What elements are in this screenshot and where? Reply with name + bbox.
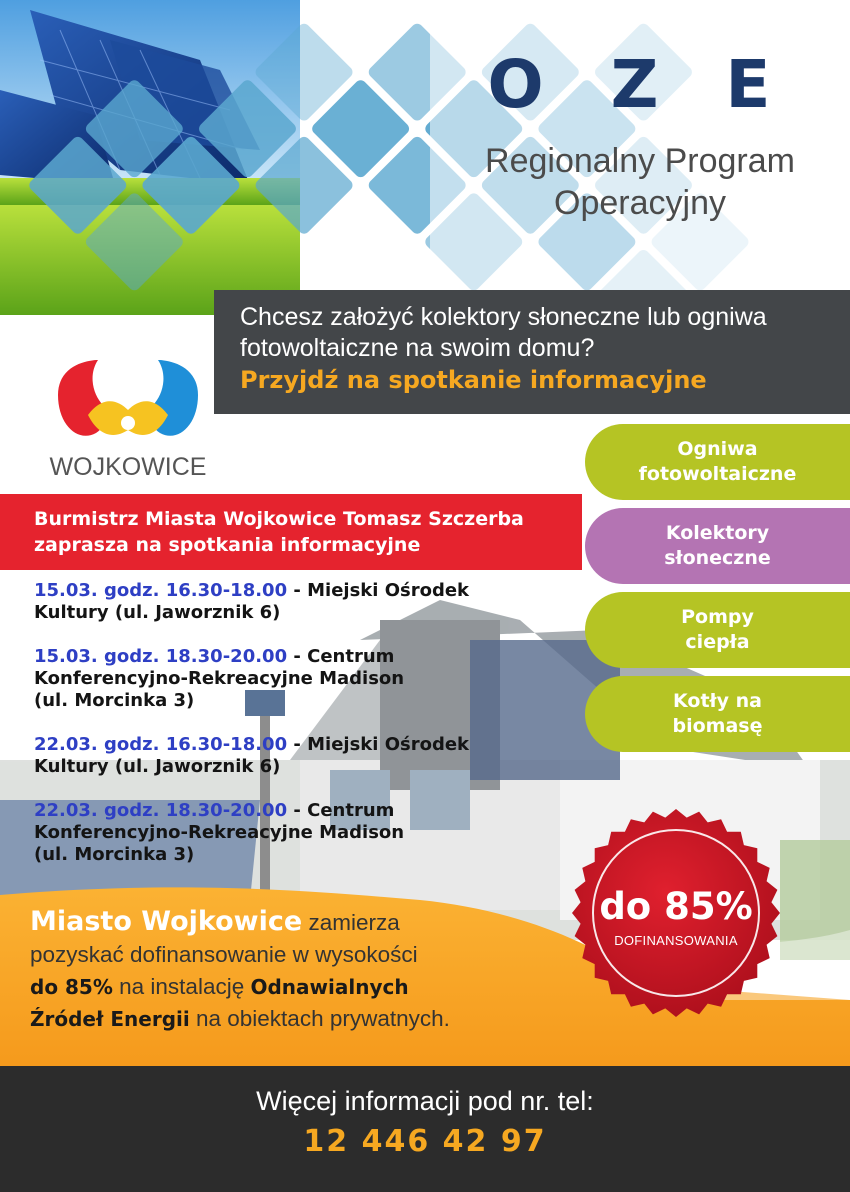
invitation-line: Burmistrz Miasta Wojkowice Tomasz Szczerba	[34, 508, 524, 530]
info-text: na obiektach prywatnych.	[189, 1006, 450, 1031]
pill-biomass-boilers	[585, 676, 850, 752]
logo-name: WOJKOWICE	[49, 453, 207, 481]
invitation-line: zaprasza na spotkania informacyjne	[34, 534, 421, 556]
meeting-place-line: (ul. Morcinka 3)	[34, 690, 195, 711]
info-percent: do 85%	[30, 975, 113, 999]
badge-caption: DOFINANSOWANIA	[614, 933, 738, 948]
meetings-list	[34, 580, 594, 888]
funding-info	[30, 906, 550, 1035]
pill-photovoltaic	[585, 424, 850, 500]
program-title: O Z E	[487, 46, 793, 123]
contact-label: Więcej informacji pod nr. tel:	[256, 1086, 594, 1116]
meeting-item	[34, 800, 594, 866]
meeting-datetime: 15.03. godz. 16.30-18.00	[34, 580, 288, 601]
pill-label: Kotły na	[673, 690, 762, 712]
meeting-datetime: 22.03. godz. 18.30-20.00	[34, 800, 288, 821]
phone-number[interactable]: 12 446 42 97	[303, 1124, 547, 1159]
wojkowice-logo-icon	[48, 355, 208, 455]
pill-solar-collectors	[585, 508, 850, 584]
meeting-datetime: 22.03. godz. 16.30-18.00	[34, 734, 288, 755]
meeting-place-line: Kultury (ul. Jaworznik 6)	[34, 756, 281, 777]
meeting-place: - Centrum	[287, 800, 395, 821]
pill-label: Kolektory	[665, 522, 770, 544]
meeting-item	[34, 734, 594, 778]
pill-label: biomasę	[672, 715, 763, 737]
question-text: Chcesz założyć kolektory słoneczne lub ogniwa fotowoltaiczne na swoim domu?	[240, 303, 767, 362]
info-text: pozyskać dofinansowanie w wysokości	[30, 942, 418, 967]
meeting-place: - Miejski Ośrodek	[287, 734, 470, 755]
info-text: na instalację	[112, 974, 251, 999]
meeting-item	[34, 580, 594, 624]
pill-label: ciepła	[685, 631, 750, 653]
info-oze: Źródeł Energii	[30, 1007, 190, 1031]
badge-value: do 85%	[599, 885, 753, 928]
subtitle-line: Regionalny Program	[485, 142, 795, 180]
pill-heat-pumps	[585, 592, 850, 668]
meeting-place-line: Kultury (ul. Jaworznik 6)	[34, 602, 281, 623]
pill-label: słoneczne	[664, 547, 771, 569]
meeting-datetime: 15.03. godz. 18.30-20.00	[34, 646, 288, 667]
question-banner	[214, 290, 850, 414]
wojkowice-logo	[48, 355, 208, 495]
invitation-banner	[0, 494, 582, 570]
invitation-text	[34, 506, 574, 558]
meeting-place: - Miejski Ośrodek	[287, 580, 470, 601]
pill-label: Ogniwa	[677, 438, 758, 460]
subsidy-badge	[566, 808, 786, 1018]
pill-label: Pompy	[681, 606, 754, 628]
meeting-cta: Przyjdź na spotkanie informacyjne	[240, 366, 707, 394]
meeting-place-line: Konferencyjno-Rekreacyjne Madison	[34, 822, 405, 843]
pill-label: fotowoltaiczne	[638, 463, 797, 485]
contact-footer	[0, 1066, 850, 1192]
info-text: zamierza	[302, 910, 400, 935]
program-subtitle	[430, 140, 850, 224]
info-oze: Odnawialnych	[250, 975, 409, 999]
meeting-item	[34, 646, 594, 712]
meeting-place-line: Konferencyjno-Rekreacyjne Madison	[34, 668, 405, 689]
subtitle-line: Operacyjny	[554, 184, 726, 222]
city-name: Miasto Wojkowice	[30, 906, 303, 937]
meeting-place: - Centrum	[287, 646, 395, 667]
meeting-place-line: (ul. Morcinka 3)	[34, 844, 195, 865]
